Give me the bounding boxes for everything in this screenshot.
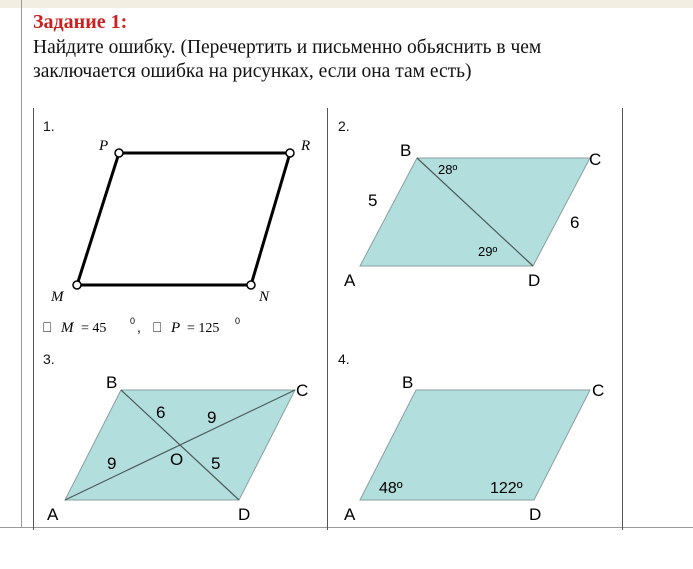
figure-1-cell <box>33 108 327 343</box>
side-ab-label: 5 <box>368 191 378 210</box>
angle-m-symbol: ⎕ <box>43 319 52 335</box>
angle-28-label: 28º <box>438 162 458 177</box>
figure-3-parallelogram-svg <box>33 343 327 530</box>
vertex-m-point <box>73 281 81 289</box>
figure-2-parallelogram-svg <box>328 108 622 343</box>
segment-od-label: 5 <box>211 454 221 473</box>
vertex-d-label: D <box>528 271 541 290</box>
figure-3-number: 3. <box>43 351 55 367</box>
vertex-r-label: R <box>301 138 311 154</box>
angle-p-degree: 0 <box>235 316 241 326</box>
angle-m-value: = 45 <box>81 321 107 336</box>
vertex-a-label: A <box>344 271 356 290</box>
vertex-p-point <box>115 149 123 157</box>
segment-oc-label: 9 <box>207 408 217 427</box>
vertex-d-label: D <box>238 505 251 524</box>
vertex-c-label: C <box>592 381 605 400</box>
figure-1-condition <box>43 316 240 336</box>
segment-ao-label: 9 <box>107 454 117 473</box>
task-title: Задание 1: <box>33 11 128 33</box>
vertex-b-label: B <box>400 141 412 160</box>
condition-separator: , <box>137 319 141 335</box>
grid-right-border <box>622 108 623 530</box>
figures-grid <box>33 108 623 530</box>
vertex-a-label: A <box>47 505 59 524</box>
angle-p-value: = 125 <box>187 321 220 336</box>
figure-1-shape <box>77 153 290 285</box>
vertex-r-point <box>286 149 294 157</box>
angle-a-label: 48º <box>379 480 403 497</box>
vertex-d-label: D <box>529 505 542 524</box>
figure-4-parallelogram-svg <box>328 343 622 530</box>
figure-1-parallelogram-svg <box>33 108 327 343</box>
figure-4-cell <box>328 343 622 530</box>
top-strip <box>0 0 693 8</box>
segment-bo-label: 6 <box>156 403 166 422</box>
angle-d-label: 122º <box>490 480 523 497</box>
left-margin-rule <box>21 0 22 528</box>
figure-4-number: 4. <box>338 351 350 367</box>
task-line-2: заключается ошибка на рисунках, если она там есть) <box>33 61 472 82</box>
angle-p-letter: P <box>171 320 181 336</box>
vertex-c-label: C <box>296 381 309 400</box>
vertex-n-label: N <box>259 289 270 305</box>
side-cd-label: 6 <box>570 213 580 232</box>
angle-p-symbol: ⎕ <box>153 319 162 335</box>
figure-2-cell <box>328 108 622 343</box>
angle-m-degree: 0 <box>130 316 136 326</box>
vertex-m-label: M <box>51 289 64 305</box>
task-line-1: Найдите ошибку. (Перечертить и письменно обьяснить в чем <box>33 37 542 58</box>
figure-2-number: 2. <box>338 118 350 134</box>
vertex-p-label: P <box>99 138 109 154</box>
vertex-b-label: B <box>402 373 414 392</box>
figure-3-cell <box>33 343 327 530</box>
vertex-b-label: B <box>106 373 118 392</box>
angle-29-label: 29º <box>478 244 498 259</box>
figure-1-number: 1. <box>43 118 55 134</box>
vertex-c-label: C <box>589 150 602 169</box>
vertex-a-label: A <box>344 505 356 524</box>
angle-m-letter: M <box>61 320 74 336</box>
vertex-n-point <box>247 281 255 289</box>
center-o-label: O <box>170 450 184 469</box>
task-text <box>33 36 683 84</box>
